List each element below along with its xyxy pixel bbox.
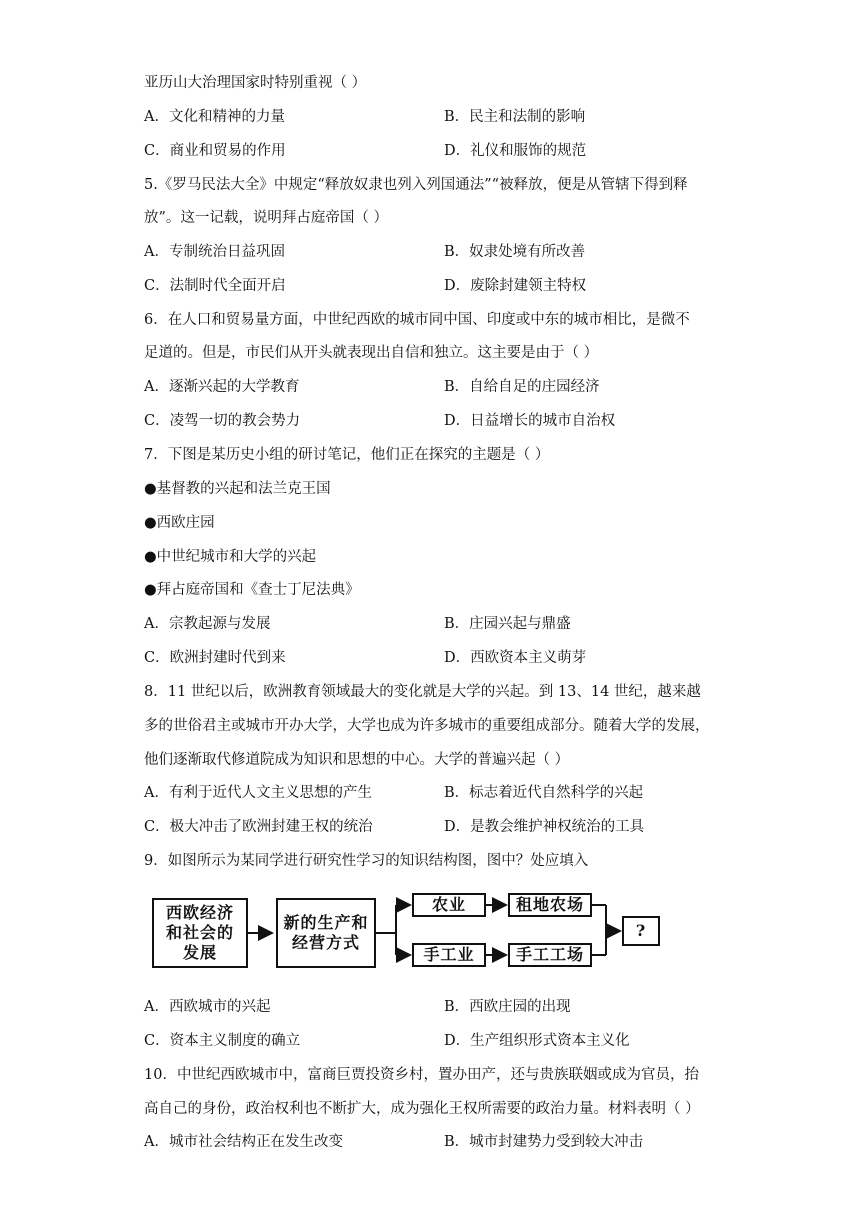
q5-option-a: A．专制统治日益巩固 <box>144 244 285 260</box>
q5-stem-line2: 放”。这一记载，说明拜占庭帝国（ ） <box>144 210 389 226</box>
diagram-mid-line1: 新的生产和 <box>283 913 369 932</box>
q9-stem: 9．如图所示为某同学进行研究性学习的知识结构图，图中？处应填入 <box>144 853 589 869</box>
q6-option-d: D．日益增长的城市自治权 <box>444 413 616 429</box>
q7-option-a: A．宗教起源与发展 <box>144 616 271 632</box>
q7-option-d: D．西欧资本主义萌芽 <box>444 650 587 666</box>
diagram-unknown-box: ? <box>622 916 660 946</box>
q5-stem-line1: 5.《罗马民法大全》中规定“释放奴隶也列入列国通法”“被释放，便是从管辖下得到释 <box>144 177 688 193</box>
q8-option-c: C．极大冲击了欧洲封建王权的统治 <box>144 819 373 835</box>
q4-option-d: D．礼仪和服饰的规范 <box>444 143 587 159</box>
q6-option-c: C．凌驾一切的教会势力 <box>144 413 301 429</box>
diagram-workshop-box: 手工工场 <box>508 943 592 967</box>
q9-option-d: D．生产组织形式资本主义化 <box>444 1033 630 1049</box>
q5-option-b: B．奴隶处境有所改善 <box>444 244 586 260</box>
q6-option-b: B．自给自足的庄园经济 <box>444 379 600 395</box>
q7-note-2: ●西欧庄园 <box>144 515 215 531</box>
knowledge-structure-diagram <box>150 892 670 972</box>
q10-option-a: A．城市社会结构正在发生改变 <box>144 1134 343 1150</box>
diagram-mid-line2: 经营方式 <box>291 933 360 952</box>
q5-option-c: C．法制时代全面开启 <box>144 278 286 294</box>
q8-option-b: B．标志着近代自然科学的兴起 <box>444 785 644 801</box>
q8-stem-line2: 多的世俗君主或城市开办大学，大学也成为许多城市的重要组成部分。随着大学的发展， <box>144 718 710 734</box>
q9-option-c: C．资本主义制度的确立 <box>144 1033 301 1049</box>
q6-stem-line1: 6．在人口和贸易量方面，中世纪西欧的城市同中国、印度或中东的城市相比，是微不 <box>144 312 690 328</box>
diagram-rented-farm-box: 租地农场 <box>508 893 592 917</box>
diagram-root-box <box>152 898 248 968</box>
q6-stem-line2: 足道的。但是，市民们从开头就表现出自信和独立。这主要是由于（ ） <box>144 345 599 361</box>
diagram-agriculture-box: 农业 <box>412 893 486 917</box>
q10-option-b: B．城市封建势力受到较大冲击 <box>444 1134 644 1150</box>
diagram-mid-box <box>276 898 376 968</box>
q7-stem: 7．下图是某历史小组的研讨笔记，他们正在探究的主题是（ ） <box>144 447 550 463</box>
q6-option-a: A．逐渐兴起的大学教育 <box>144 379 300 395</box>
q9-option-b: B．西欧庄园的出现 <box>444 999 571 1015</box>
q8-option-a: A．有利于近代人文主义思想的产生 <box>144 785 372 801</box>
q7-note-3: ●中世纪城市和大学的兴起 <box>144 549 317 565</box>
q8-stem-line3: 他们逐渐取代修道院成为知识和思想的中心。大学的普遍兴起（ ） <box>144 752 570 768</box>
q7-note-4: ●拜占庭帝国和《查士丁尼法典》 <box>144 582 360 598</box>
q9-option-a: A．西欧城市的兴起 <box>144 999 271 1015</box>
q5-option-d: D．废除封建领主特权 <box>444 278 587 294</box>
q7-option-b: B．庄园兴起与鼎盛 <box>444 616 571 632</box>
q7-option-c: C．欧洲封建时代到来 <box>144 650 286 666</box>
q4-stem-tail: 亚历山大治理国家时特别重视（ ） <box>144 75 367 91</box>
q10-stem-line1: 10．中世纪西欧城市中，富商巨贾投资乡村，置办田产，还与贵族联姻或成为官员，抬 <box>144 1067 699 1083</box>
q4-option-c: C．商业和贸易的作用 <box>144 143 286 159</box>
diagram-root-line3: 发展 <box>182 943 217 962</box>
q4-option-a: A．文化和精神的力量 <box>144 109 285 125</box>
q7-note-1: ●基督教的兴起和法兰克王国 <box>144 481 331 497</box>
q10-stem-line2: 高自己的身份，政治权利也不断扩大，成为强化王权所需要的政治力量。材料表明（ ） <box>144 1101 700 1117</box>
diagram-root-line1: 西欧经济 <box>165 903 234 922</box>
q8-stem-line1: 8．11 世纪以后，欧洲教育领域最大的变化就是大学的兴起。到 13、14 世纪，越来越 <box>144 684 701 700</box>
q8-option-d: D．是教会维护神权统治的工具 <box>444 819 645 835</box>
q4-option-b: B．民主和法制的影响 <box>444 109 586 125</box>
diagram-root-line2: 和社会的 <box>165 923 234 942</box>
diagram-handicraft-box: 手工业 <box>412 943 486 967</box>
